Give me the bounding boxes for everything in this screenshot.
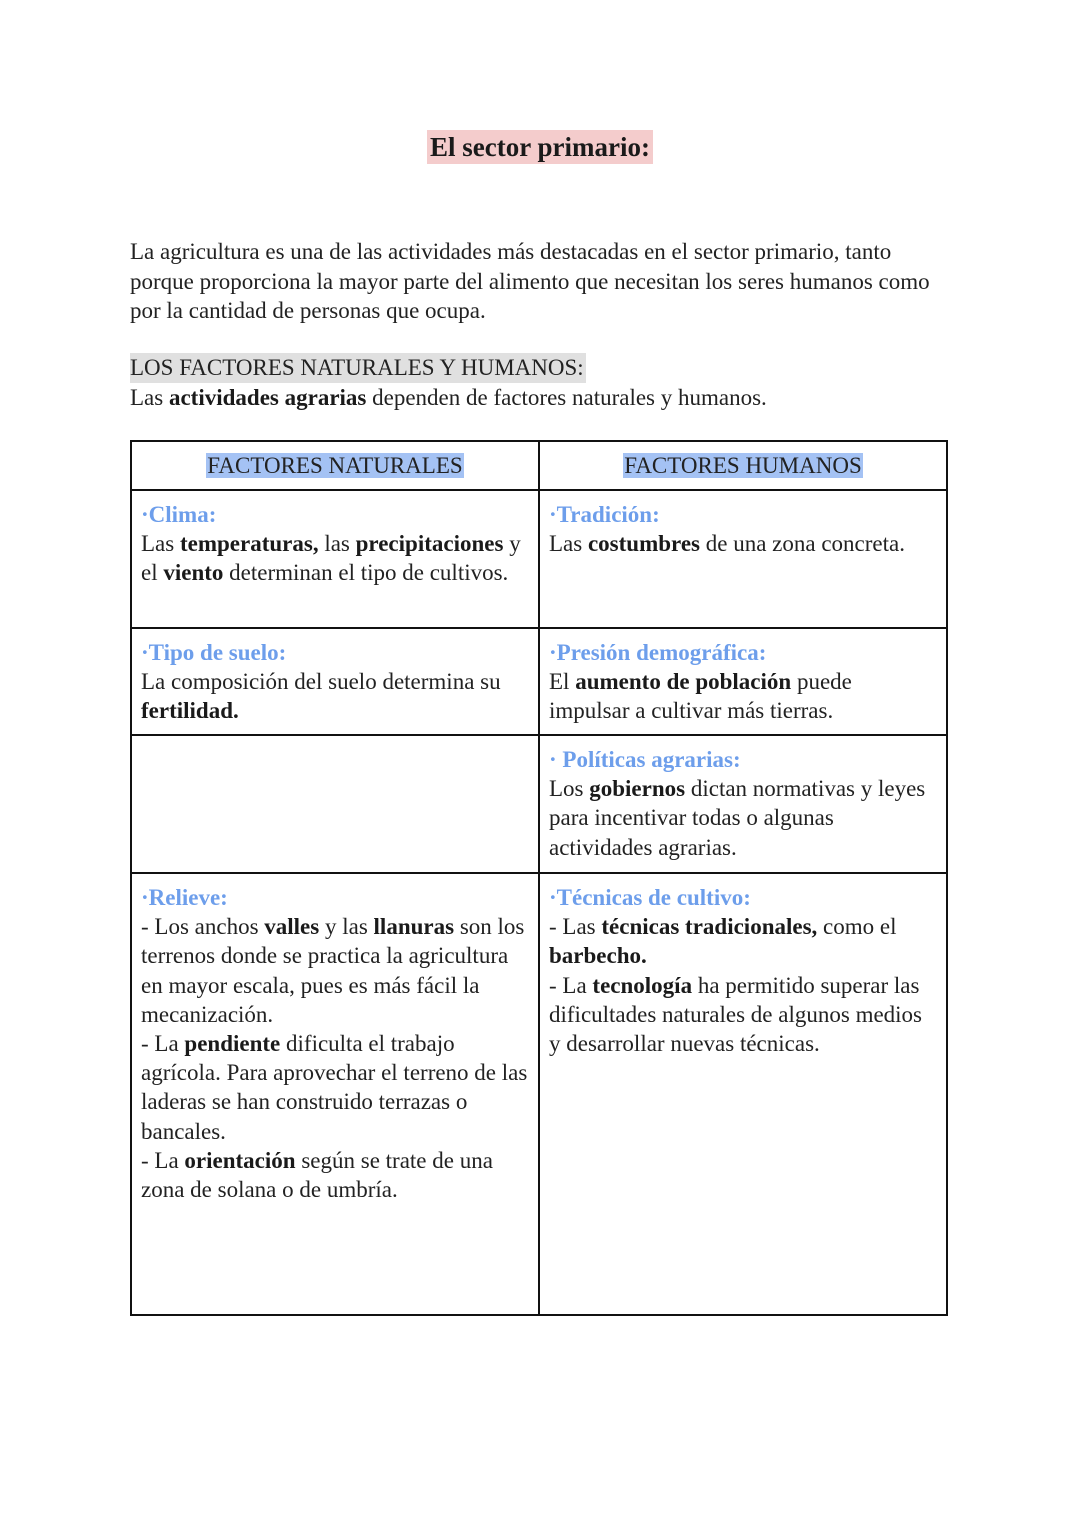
page-title: El sector primario:: [427, 130, 653, 164]
cell-politicas: · Políticas agrarias: Los gobiernos dictan normativas y leyes para incentivar todas o algunas actividades agrarias.: [539, 735, 947, 873]
relieve-line: - Los anchos valles y las llanuras son los terrenos donde se practica la agricultura en mayor escala, pues es más fácil la mecanización.: [141, 914, 525, 1027]
relieve-line: - La orientación según se trate de una zona de solana o de umbría.: [141, 1147, 493, 1203]
factors-table: [130, 440, 948, 1316]
cell-title-presion: ·Presión demográfica:: [549, 640, 767, 665]
header-human: FACTORES HUMANOS: [539, 441, 947, 490]
title-wrapper: [0, 130, 1080, 164]
cell-title-tradicion: ·Tradición:: [549, 502, 660, 527]
cell-title-suelo: ·Tipo de suelo:: [141, 640, 287, 665]
cell-relieve: [131, 873, 539, 1315]
table-row: [131, 735, 947, 873]
section-sentence: Las actividades agrarias dependen de factores naturales y humanos.: [130, 384, 767, 410]
relieve-line: - La pendiente dificulta el trabajo agrícola. Para aprovechar el terreno de las laderas se han construido terrazas o bancales.: [141, 1031, 528, 1144]
table-row: [131, 490, 947, 628]
cell-title-relieve: ·Relieve:: [141, 885, 228, 910]
header-natural: FACTORES NATURALES: [131, 441, 539, 490]
cell-tecnicas: [539, 873, 947, 1315]
table-row: [131, 873, 947, 1315]
section-heading: LOS FACTORES NATURALES Y HUMANOS:: [130, 353, 586, 383]
cell-title-politicas: · Políticas agrarias:: [549, 747, 741, 772]
cell-empty: [131, 735, 539, 873]
cell-suelo: ·Tipo de suelo: La composición del suelo determina su fertilidad.: [131, 628, 539, 735]
cell-clima: ·Clima: Las temperaturas, las precipitaciones y el viento determinan el tipo de cultivos.: [131, 490, 539, 628]
factors-section: [130, 353, 950, 412]
intro-paragraph: La agricultura es una de las actividades más destacadas en el sector primario, tanto porque proporciona la mayor parte del alimento que necesitan los seres humanos como por la cantidad de personas que ocupa.: [130, 239, 930, 323]
table-header-row: [131, 441, 947, 490]
cell-tradicion: ·Tradición: Las costumbres de una zona concreta.: [539, 490, 947, 628]
cell-title-clima: ·Clima:: [141, 502, 217, 527]
table-row: [131, 628, 947, 735]
tecnicas-line: - Las técnicas tradicionales, como el barbecho.: [549, 914, 897, 969]
tecnicas-line: - La tecnología ha permitido superar las dificultades naturales de algunos medios y desarrollar nuevas técnicas.: [549, 972, 923, 1057]
cell-title-tecnicas: ·Técnicas de cultivo:: [549, 885, 751, 910]
cell-presion: ·Presión demográfica: El aumento de población puede impulsar a cultivar más tierras.: [539, 628, 947, 735]
